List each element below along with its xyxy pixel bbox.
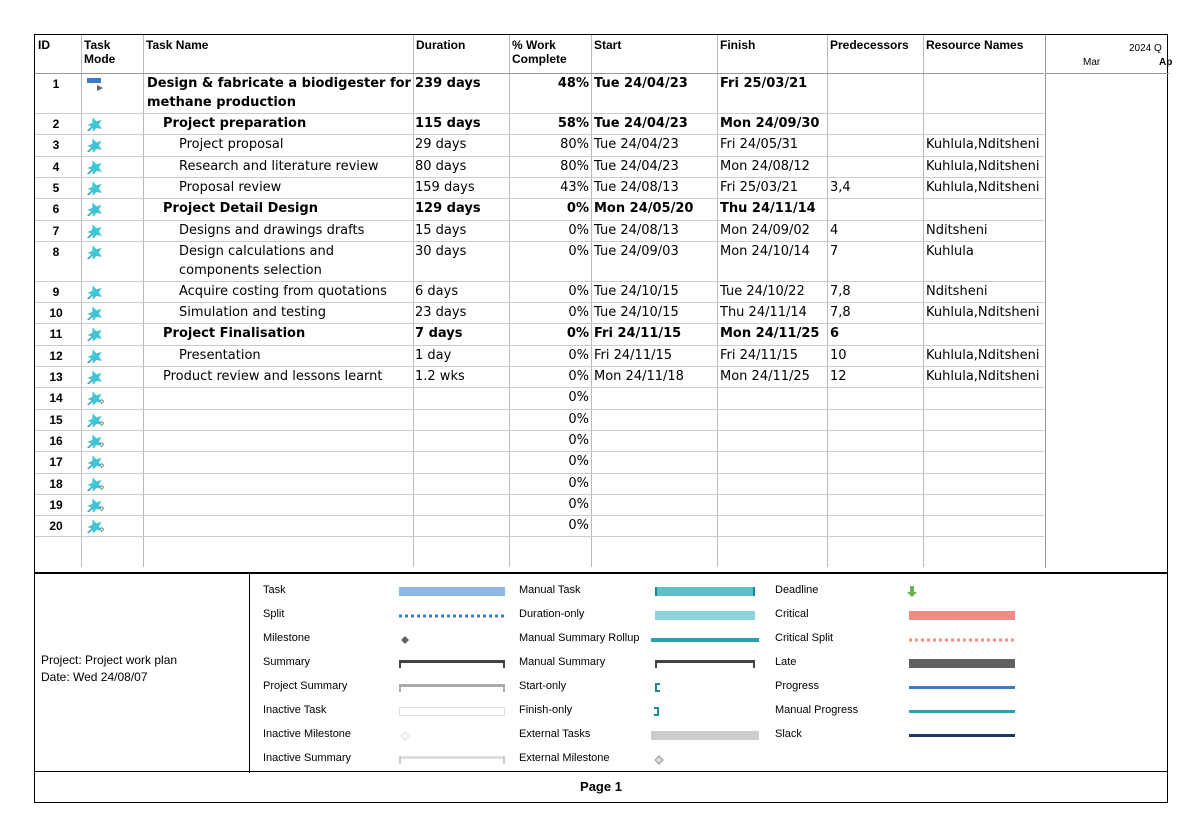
legend-label: Progress xyxy=(775,680,820,692)
task-work-complete: 0% xyxy=(568,496,589,512)
legend-label: External Tasks xyxy=(519,728,591,740)
task-duration: 29 days xyxy=(415,137,467,153)
task-duration: 1.2 wks xyxy=(415,369,465,384)
task-work-complete: 0% xyxy=(568,411,589,427)
task-finish: Mon 24/11/25 xyxy=(720,369,810,384)
task-resources: Kuhlula,Nditsheni xyxy=(926,305,1040,321)
legend-label: External Milestone xyxy=(519,752,610,764)
row-id: 20 xyxy=(49,519,63,534)
task-predecessors: 3,4 xyxy=(830,179,851,195)
manual-schedule-unknown-icon xyxy=(85,496,107,512)
manual-task-symbol xyxy=(655,585,765,599)
col-header-res[interactable]: Resource Names xyxy=(926,38,1024,52)
task-predecessors: 7 xyxy=(830,243,839,259)
manual-schedule-unknown-icon xyxy=(85,432,107,448)
legend-label: Manual Summary Rollup xyxy=(519,632,640,644)
task-work-complete: 0% xyxy=(566,326,589,342)
row-id: 13 xyxy=(49,370,63,384)
start-only-symbol xyxy=(653,681,763,695)
table-row[interactable] xyxy=(35,387,1044,408)
col-header-id[interactable]: ID xyxy=(38,38,50,52)
task-finish: Mon 24/11/25 xyxy=(720,326,820,342)
task-resources: Nditsheni xyxy=(926,222,988,238)
slack-symbol xyxy=(909,729,1015,743)
timescale xyxy=(1045,35,1173,74)
task-name-line2: methane production xyxy=(147,95,296,110)
table-row[interactable] xyxy=(35,345,1044,366)
manual-schedule-icon xyxy=(85,243,107,259)
task-work-complete: 0% xyxy=(568,432,589,448)
task-work-complete: 43% xyxy=(560,179,589,195)
task-name-line2: components selection xyxy=(179,262,322,278)
table-row[interactable] xyxy=(35,241,1044,281)
task-name: Designs and drawings drafts xyxy=(179,222,365,238)
svg-text:?: ? xyxy=(99,526,105,534)
task-duration: 1 day xyxy=(415,347,452,363)
task-name: Design & fabricate a biodigester for xyxy=(147,76,411,91)
task-duration: 129 days xyxy=(415,201,481,217)
task-resources: Kuhlula,Nditsheni xyxy=(926,369,1040,384)
task-duration: 15 days xyxy=(415,222,467,238)
task-work-complete: 0% xyxy=(568,243,589,259)
col-header-work[interactable]: % Work Complete xyxy=(512,38,567,66)
task-work-complete: 0% xyxy=(568,475,589,491)
task-resources: Nditsheni xyxy=(926,283,988,299)
inactive-summary-symbol xyxy=(399,753,505,767)
task-name: Acquire costing from quotations xyxy=(179,283,387,299)
table-row[interactable] xyxy=(35,220,1044,241)
task-start: Tue 24/04/23 xyxy=(594,116,688,131)
task-duration: 23 days xyxy=(415,305,467,321)
col-header-start[interactable]: Start xyxy=(594,38,622,52)
legend-label: Duration-only xyxy=(519,608,585,620)
task-finish: Fri 25/03/21 xyxy=(720,76,808,91)
task-finish: Thu 24/11/14 xyxy=(720,305,807,321)
task-work-complete: 0% xyxy=(568,454,589,470)
legend-label: Inactive Task xyxy=(263,704,327,716)
task-start: Fri 24/11/15 xyxy=(594,326,682,342)
task-finish: Mon 24/10/14 xyxy=(720,243,810,259)
task-name: Presentation xyxy=(179,347,261,363)
manual-schedule-icon xyxy=(85,347,107,363)
task-work-complete: 48% xyxy=(557,76,589,91)
task-name: Project proposal xyxy=(179,137,284,153)
task-resources: Kuhlula,Nditsheni xyxy=(926,347,1040,363)
table-row[interactable] xyxy=(35,366,1044,387)
manual-schedule-icon xyxy=(85,368,107,384)
legend xyxy=(35,572,1167,773)
task-finish: Fri 25/03/21 xyxy=(720,179,799,195)
row-id: 18 xyxy=(49,476,63,491)
col-header-pred[interactable]: Predecessors xyxy=(830,38,909,52)
task-resources: Kuhlula,Nditsheni xyxy=(926,179,1040,195)
table-row[interactable] xyxy=(35,451,1044,472)
task-predecessors: 7,8 xyxy=(830,283,851,299)
svg-text:?: ? xyxy=(99,462,105,470)
legend-label: Deadline xyxy=(775,584,819,596)
task-resources: Kuhlula,Nditsheni xyxy=(926,137,1040,153)
milestone-symbol xyxy=(399,633,505,647)
table-row[interactable] xyxy=(35,515,1044,536)
legend-label: Finish-only xyxy=(519,704,573,716)
task-start: Tue 24/10/15 xyxy=(594,305,679,321)
table-row[interactable] xyxy=(35,409,1044,430)
svg-text:?: ? xyxy=(99,398,105,406)
task-finish: Mon 24/09/30 xyxy=(720,116,820,131)
task-start: Mon 24/05/20 xyxy=(594,201,694,217)
task-start: Tue 24/08/13 xyxy=(594,179,679,195)
task-predecessors: 12 xyxy=(830,369,847,384)
task-predecessors: 6 xyxy=(830,326,840,342)
task-start: Tue 24/08/13 xyxy=(594,222,679,238)
legend-label: Critical xyxy=(775,608,809,620)
inactive-milestone-symbol xyxy=(399,729,505,743)
svg-text:?: ? xyxy=(99,419,105,427)
task-work-complete: 80% xyxy=(560,137,589,153)
legend-label: Summary xyxy=(263,656,311,668)
legend-label: Milestone xyxy=(263,632,311,644)
table-row[interactable] xyxy=(35,323,1044,344)
task-duration: 115 days xyxy=(415,116,481,131)
manual-schedule-icon xyxy=(85,115,107,131)
task-duration: 7 days xyxy=(415,326,463,342)
svg-text:?: ? xyxy=(99,504,105,512)
col-header-duration[interactable]: Duration xyxy=(416,38,466,52)
task-work-complete: 0% xyxy=(568,390,589,406)
timescale-mar: Mar xyxy=(1083,57,1101,68)
row-id: 3 xyxy=(52,138,60,153)
table-row[interactable] xyxy=(35,430,1044,451)
manual-schedule-icon xyxy=(85,283,107,299)
legend-label: Slack xyxy=(775,728,802,740)
task-finish: Mon 24/09/02 xyxy=(720,222,810,238)
manual-schedule-unknown-icon xyxy=(85,453,107,469)
table-row[interactable] xyxy=(35,134,1044,155)
task-table xyxy=(35,35,1046,568)
table-row[interactable] xyxy=(35,177,1044,198)
task-name: Project Finalisation xyxy=(163,326,306,342)
manual-schedule-unknown-icon xyxy=(85,389,107,405)
legend-label: Manual Summary xyxy=(519,656,606,668)
task-finish: Mon 24/08/12 xyxy=(720,158,810,174)
legend-label: Start-only xyxy=(519,680,567,692)
row-id: 4 xyxy=(52,159,60,174)
page-number: Page 1 xyxy=(35,771,1167,803)
task-duration: 159 days xyxy=(415,179,475,195)
task-predecessors: 7,8 xyxy=(830,305,851,321)
progress-symbol xyxy=(909,681,1015,695)
legend-label: Task xyxy=(263,584,286,596)
task-name: Product review and lessons learnt xyxy=(163,369,383,384)
task-finish: Thu 24/11/14 xyxy=(720,201,816,217)
row-id: 19 xyxy=(49,497,63,512)
task-work-complete: 0% xyxy=(566,201,589,217)
task-finish: Tue 24/10/22 xyxy=(720,283,805,299)
task-start: Tue 24/04/23 xyxy=(594,158,679,174)
task-name: Research and literature review xyxy=(179,158,379,174)
task-predecessors: 4 xyxy=(830,222,839,238)
auto-schedule-icon xyxy=(85,75,107,91)
task-finish: Fri 24/05/31 xyxy=(720,137,799,153)
task-duration: 6 days xyxy=(415,283,459,299)
row-id: 10 xyxy=(49,306,63,321)
table-row[interactable] xyxy=(35,198,1044,219)
manual-progress-symbol xyxy=(909,705,1015,719)
task-name: Design calculations and xyxy=(179,243,334,259)
col-header-mode[interactable]: Task Mode xyxy=(84,38,116,66)
table-row[interactable] xyxy=(35,73,1044,113)
task-start: Tue 24/04/23 xyxy=(594,76,688,91)
task-work-complete: 0% xyxy=(568,305,589,321)
duration-only-symbol xyxy=(655,609,765,623)
task-name: Project preparation xyxy=(163,116,307,131)
project-info xyxy=(41,652,177,686)
legend-label: Manual Progress xyxy=(775,704,859,716)
manual-schedule-unknown-icon xyxy=(85,517,107,533)
table-row[interactable] xyxy=(35,156,1044,177)
row-id: 16 xyxy=(49,433,63,448)
critical-symbol xyxy=(909,609,1015,623)
legend-label: Manual Task xyxy=(519,584,581,596)
task-work-complete: 80% xyxy=(560,158,589,174)
svg-text:?: ? xyxy=(99,483,105,491)
row-id: 6 xyxy=(52,202,60,217)
legend-label: Inactive Milestone xyxy=(263,728,352,740)
inactive-task-symbol xyxy=(399,705,505,719)
task-work-complete: 0% xyxy=(568,347,589,363)
task-resources: Kuhlula,Nditsheni xyxy=(926,158,1040,174)
table-row[interactable] xyxy=(35,473,1044,494)
row-id: 14 xyxy=(49,391,63,406)
manual-schedule-icon xyxy=(85,325,107,341)
manual-schedule-unknown-icon xyxy=(85,411,107,427)
col-header-finish[interactable]: Finish xyxy=(720,38,756,52)
deadline-arrow-icon xyxy=(907,585,919,599)
project-name: Project: Project work plan xyxy=(41,653,178,667)
task-work-complete: 0% xyxy=(568,369,589,384)
task-start: Tue 24/04/23 xyxy=(594,137,679,153)
split-symbol xyxy=(399,609,505,623)
legend-label: Late xyxy=(775,656,797,668)
task-symbol xyxy=(399,585,505,599)
manual-schedule-icon xyxy=(85,136,107,152)
project-summary-symbol xyxy=(399,681,505,695)
row-id: 5 xyxy=(52,180,60,195)
row-id: 15 xyxy=(49,412,63,427)
table-row[interactable] xyxy=(35,281,1044,302)
task-work-complete: 0% xyxy=(568,518,589,534)
task-duration: 30 days xyxy=(415,243,467,259)
task-resources: Kuhlula xyxy=(926,243,974,259)
row-id: 17 xyxy=(49,455,63,470)
manual-summary-rollup-symbol xyxy=(651,633,761,647)
manual-schedule-unknown-icon xyxy=(85,475,107,491)
manual-schedule-icon xyxy=(85,304,107,320)
manual-summary-symbol xyxy=(655,657,765,671)
task-work-complete: 58% xyxy=(557,116,589,131)
timescale-apr: Ap xyxy=(1159,57,1173,68)
timescale-year: 2024 Q xyxy=(1129,43,1162,54)
row-id: 7 xyxy=(52,223,60,238)
manual-schedule-icon xyxy=(85,222,107,238)
finish-only-symbol xyxy=(653,705,763,719)
task-duration: 80 days xyxy=(415,158,467,174)
table-row[interactable] xyxy=(35,302,1044,323)
task-name: Project Detail Design xyxy=(163,201,318,217)
task-work-complete: 0% xyxy=(568,283,589,299)
svg-text:?: ? xyxy=(99,440,105,448)
legend-label: Project Summary xyxy=(263,680,348,692)
task-start: Fri 24/11/15 xyxy=(594,347,673,363)
row-id: 9 xyxy=(52,284,60,299)
table-row[interactable] xyxy=(35,494,1044,515)
task-name: Proposal review xyxy=(179,179,282,195)
manual-schedule-icon xyxy=(85,200,107,216)
row-id: 12 xyxy=(49,348,63,363)
legend-label: Critical Split xyxy=(775,632,834,644)
legend-label: Split xyxy=(263,608,285,620)
external-tasks-symbol xyxy=(651,729,761,743)
row-id: 1 xyxy=(52,77,60,91)
late-symbol xyxy=(909,657,1015,671)
manual-schedule-icon xyxy=(85,179,107,195)
task-start: Tue 24/10/15 xyxy=(594,283,679,299)
task-duration: 239 days xyxy=(415,76,481,91)
critical-split-symbol xyxy=(909,633,1015,647)
print-page xyxy=(34,34,1173,803)
task-start: Tue 24/09/03 xyxy=(594,243,679,259)
row-id: 2 xyxy=(52,117,60,131)
task-work-complete: 0% xyxy=(568,222,589,238)
summary-symbol xyxy=(399,657,505,671)
row-id: 8 xyxy=(52,244,60,259)
task-start: Mon 24/11/18 xyxy=(594,369,684,384)
legend-label: Inactive Summary xyxy=(263,752,352,764)
col-header-name[interactable]: Task Name xyxy=(146,38,209,52)
task-name: Simulation and testing xyxy=(179,305,327,321)
row-id: 11 xyxy=(49,327,63,342)
project-date: Date: Wed 24/08/07 xyxy=(41,670,148,684)
table-row[interactable] xyxy=(35,113,1044,134)
task-finish: Fri 24/11/15 xyxy=(720,347,799,363)
task-predecessors: 10 xyxy=(830,347,847,363)
external-milestone-symbol xyxy=(653,753,763,767)
manual-schedule-icon xyxy=(85,158,107,174)
